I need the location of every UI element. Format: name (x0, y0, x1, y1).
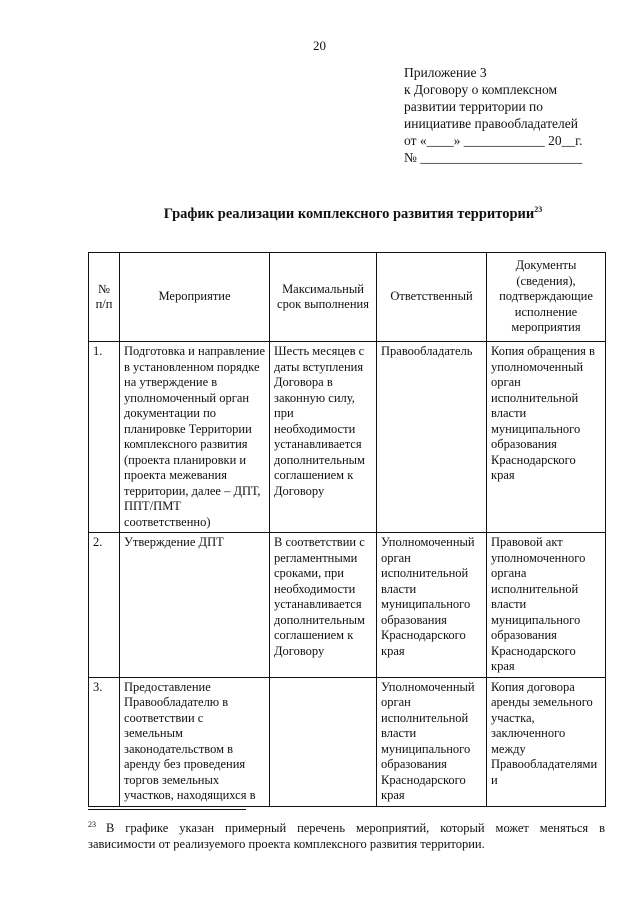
cell-number: 3. (89, 677, 120, 806)
appendix-line: Приложение 3 (404, 65, 487, 80)
table-row (89, 533, 606, 678)
table-row (89, 677, 606, 806)
cell-responsible: Правообладатель (377, 342, 487, 533)
page-number: 20 (313, 38, 326, 53)
footnote-text: В графике указан примерный перечень мероприятий, который может меняться в зависимости от реализуемого проекта комплексного развития территории. (88, 821, 605, 851)
cell-number: 1. (89, 342, 120, 533)
appendix-line: инициативе правообладателей (404, 116, 578, 131)
appendix-line: от «____» ____________ 20__г. (404, 133, 583, 148)
cell-deadline (270, 677, 377, 806)
table-header-row (89, 253, 606, 342)
cell-documents: Копия договора аренды земельного участка, заключенного между Правообладателями и (487, 677, 606, 806)
cell-activity: Утверждение ДПТ (120, 533, 270, 678)
appendix-line: развитии территории по (404, 99, 544, 114)
cell-responsible: Уполномоченный орган исполнительной власти муниципального образования Краснодарского края (377, 677, 487, 806)
document-title (0, 205, 639, 223)
cell-responsible: Уполномоченный орган исполнительной власти муниципального образования Краснодарского края (377, 533, 487, 678)
cell-deadline: Шесть месяцев с даты вступления Договора в законную силу, при необходимости устанавливается дополнительным соглашением к Договору (270, 342, 377, 533)
header-deadline: Максимальный срок выполнения (270, 253, 377, 342)
title-footnote-ref: 23 (534, 205, 543, 214)
footnote-mark: 23 (88, 820, 96, 829)
table-row (89, 342, 606, 533)
title-text: График реализации комплексного развития территории (163, 206, 535, 222)
header-activity: Мероприятие (120, 253, 270, 342)
appendix-line: № ________________________ (404, 150, 583, 165)
header-documents: Документы (сведения), подтверждающие исполнение мероприятия (487, 253, 606, 342)
cell-activity: Подготовка и направление в установленном порядке на утверждение в уполномоченный орган документации по планировке Территории комплексного развития (проекта планировки и проекта межевания территории, далее – ДПТ, ППТ/ПМТ соответственно) (120, 342, 270, 533)
cell-deadline: В соответствии с регламентными сроками, при необходимости устанавливается дополнительным соглашением к Договору (270, 533, 377, 678)
cell-activity: Предоставление Правообладателю в соответствии с земельным законодательством в аренду без проведения торгов земельных участков, находящихся в (120, 677, 270, 806)
footnote-separator (88, 809, 246, 810)
footnote (88, 817, 605, 852)
cell-documents: Копия обращения в уполномоченный орган исполнительной власти муниципального образования Краснодарского края (487, 342, 606, 533)
header-responsible: Ответственный (377, 253, 487, 342)
appendix-heading (404, 64, 624, 166)
header-number: № п/п (89, 253, 120, 342)
cell-number: 2. (89, 533, 120, 678)
schedule-table (88, 252, 606, 807)
cell-documents: Правовой акт уполномоченного органа исполнительной власти муниципального образования Краснодарского края (487, 533, 606, 678)
appendix-line: к Договору о комплексном (404, 82, 558, 97)
